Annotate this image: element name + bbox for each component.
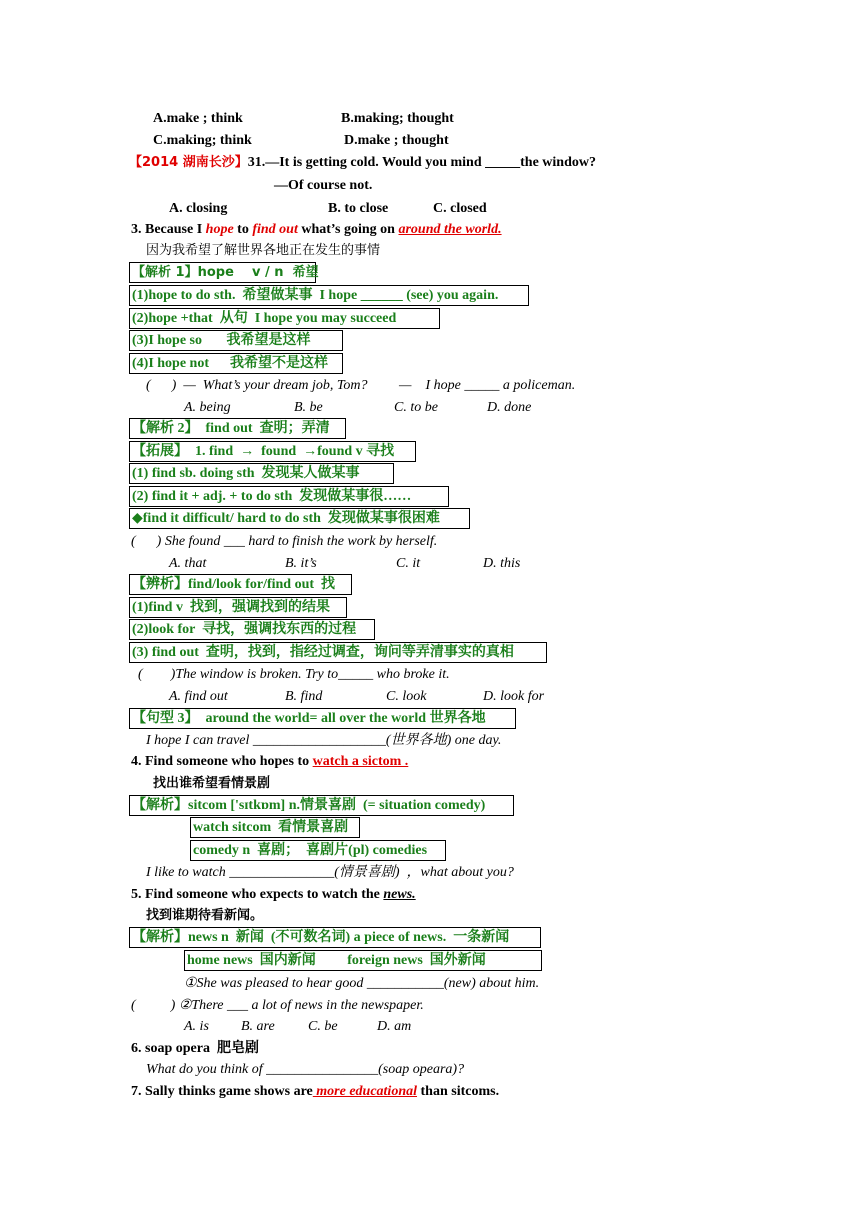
note-find-3: (1) find sb. doing sth 发现某人做某事	[129, 463, 394, 484]
sentence-4	[131, 753, 408, 771]
q-find-a: A. that	[169, 556, 207, 571]
note-hope-5: (4)I hope not 我希望不是这样	[129, 353, 343, 374]
s3-mid: what’s going on	[297, 222, 399, 237]
note-find-4: (2) find it + adj. + to do sth 发现做某事很……	[129, 486, 449, 507]
q-soap-opera: What do you think of ________________(soap opeara)?	[146, 1062, 465, 1077]
s5-news: news.	[383, 887, 416, 902]
q-look-a: A. find out	[169, 689, 228, 704]
note-hope-1: 【解析 1】hope v / n 希望	[129, 262, 316, 283]
q30-option-c: C.making; think	[153, 133, 252, 148]
note-sitcom-1: 【解析】sitcom ['sɪtkɒm] n.情景喜剧 (= situation comedy)	[129, 795, 514, 816]
q30-option-d: D.make ; thought	[344, 133, 449, 148]
q31-number: 31.	[247, 155, 266, 170]
q-look-d: D. look for	[483, 689, 545, 704]
note-hope-4: (3)I hope so 我希望是这样	[129, 330, 343, 351]
q-news-1: ①She was pleased to hear good ___________(new) about him.	[184, 976, 540, 991]
q-hope-b: B. be	[294, 400, 323, 415]
q31-option-c: C. closed	[433, 201, 487, 216]
sentence-6: 6. soap opera 肥皂剧	[131, 1041, 259, 1056]
note-hope-3: (2)hope +that 从句 I hope you may succeed	[129, 308, 440, 329]
note-hope-2: (1)hope to do sth. 希望做某事 I hope ______ (see) you again.	[129, 285, 529, 306]
s5-prefix: 5. Find someone who expects to watch the	[131, 887, 384, 902]
q-news-2-a: A. is	[184, 1019, 209, 1034]
note-look-1: 【辨析】find/look for/find out 找	[129, 574, 352, 595]
q-news-2-c: C. be	[308, 1019, 338, 1034]
s7-suffix: than sitcoms.	[417, 1084, 500, 1099]
note-world: 【句型 3】 around the world= all over the world 世界各地	[129, 708, 516, 729]
s7-prefix: 7. Sally thinks game shows are	[131, 1084, 313, 1099]
q-sitcom: I like to watch _______________(情景喜剧) ，what about you?	[146, 865, 514, 880]
q-look-c: C. look	[386, 689, 427, 704]
q-news-2-b: B. are	[241, 1019, 275, 1034]
note-look-4: (3) find out 查明，找到，指经过调查，询问等弄清事实的真相	[129, 642, 547, 663]
q-find-d: D. this	[483, 556, 521, 571]
q-hope-a: A. being	[184, 400, 231, 415]
note-news-2: home news 国内新闻 foreign news 国外新闻	[184, 950, 542, 971]
q-find-b: B. it’s	[285, 556, 317, 571]
note-look-3: (2)look for 寻找，强调找东西的过程	[129, 619, 375, 640]
s3-to: to	[233, 222, 253, 237]
q-hope-d: D. done	[487, 400, 532, 415]
q31-question	[129, 154, 596, 172]
note-find-1: 【解析 2】 find out 查明；弄清	[129, 418, 346, 439]
s3-prefix: 3. Because I	[131, 222, 206, 237]
q-look-b: B. find	[285, 689, 323, 704]
q31-option-a: A. closing	[169, 201, 228, 216]
q31-option-b: B. to close	[328, 201, 389, 216]
q-look-question: ( )The window is broken. Try to_____ who broke it.	[138, 667, 450, 682]
note-look-2: (1)find v 找到，强调找到的结果	[129, 597, 347, 618]
s3-around: around the world.	[398, 222, 502, 237]
sentence-4-translation: 找出谁希望看情景剧	[153, 776, 271, 791]
note-sitcom-3: comedy n 喜剧； 喜剧片(pl) comedies	[190, 840, 446, 861]
s3-find-out: find out	[252, 222, 298, 237]
q31-text: —It is getting cold. Would you mind _____the window?	[265, 155, 596, 170]
note-find-5: ◆find it difficult/ hard to do sth 发现做某事很困难	[129, 508, 470, 529]
note-news-1: 【解析】news n 新闻 (不可数名词) a piece of news. 一条新闻	[129, 927, 541, 948]
sentence-3	[131, 221, 502, 239]
s3-hope: hope	[205, 222, 234, 237]
s7-red: more educational	[312, 1084, 418, 1099]
q-hope-c: C. to be	[394, 400, 438, 415]
s4-prefix: 4. Find someone who hopes to	[131, 754, 313, 769]
q31-reply: —Of course not.	[274, 178, 373, 193]
q-find-c: C. it	[396, 556, 421, 571]
s4-red: watch a sictom .	[312, 754, 409, 769]
q30-option-b: B.making; thought	[341, 111, 454, 126]
q-world: I hope I can travel ___________________(世界各地) one day.	[146, 733, 502, 748]
q-news-2: ( ) ②There ___ a lot of news in the newspaper.	[131, 998, 424, 1013]
q31-source-tag: 【2014 湖南长沙】	[129, 155, 248, 170]
sentence-3-translation: 因为我希望了解世界各地正在发生的事情	[146, 243, 381, 258]
note-find-2: 【拓展】 1. find → found →found v 寻找	[129, 441, 416, 462]
q-hope-question: ( ) — What’s your dream job, Tom? — I hope _____ a policeman.	[146, 378, 576, 393]
q-news-2-d: D. am	[377, 1019, 412, 1034]
q-find-question: ( ) She found ___ hard to finish the work by herself.	[131, 534, 438, 549]
sentence-5	[131, 886, 416, 904]
sentence-5-translation: 找到谁期待看新闻。	[146, 908, 264, 923]
sentence-7	[131, 1083, 499, 1101]
q30-option-a: A.make ; think	[153, 111, 243, 126]
note-sitcom-2: watch sitcom 看情景喜剧	[190, 817, 360, 838]
